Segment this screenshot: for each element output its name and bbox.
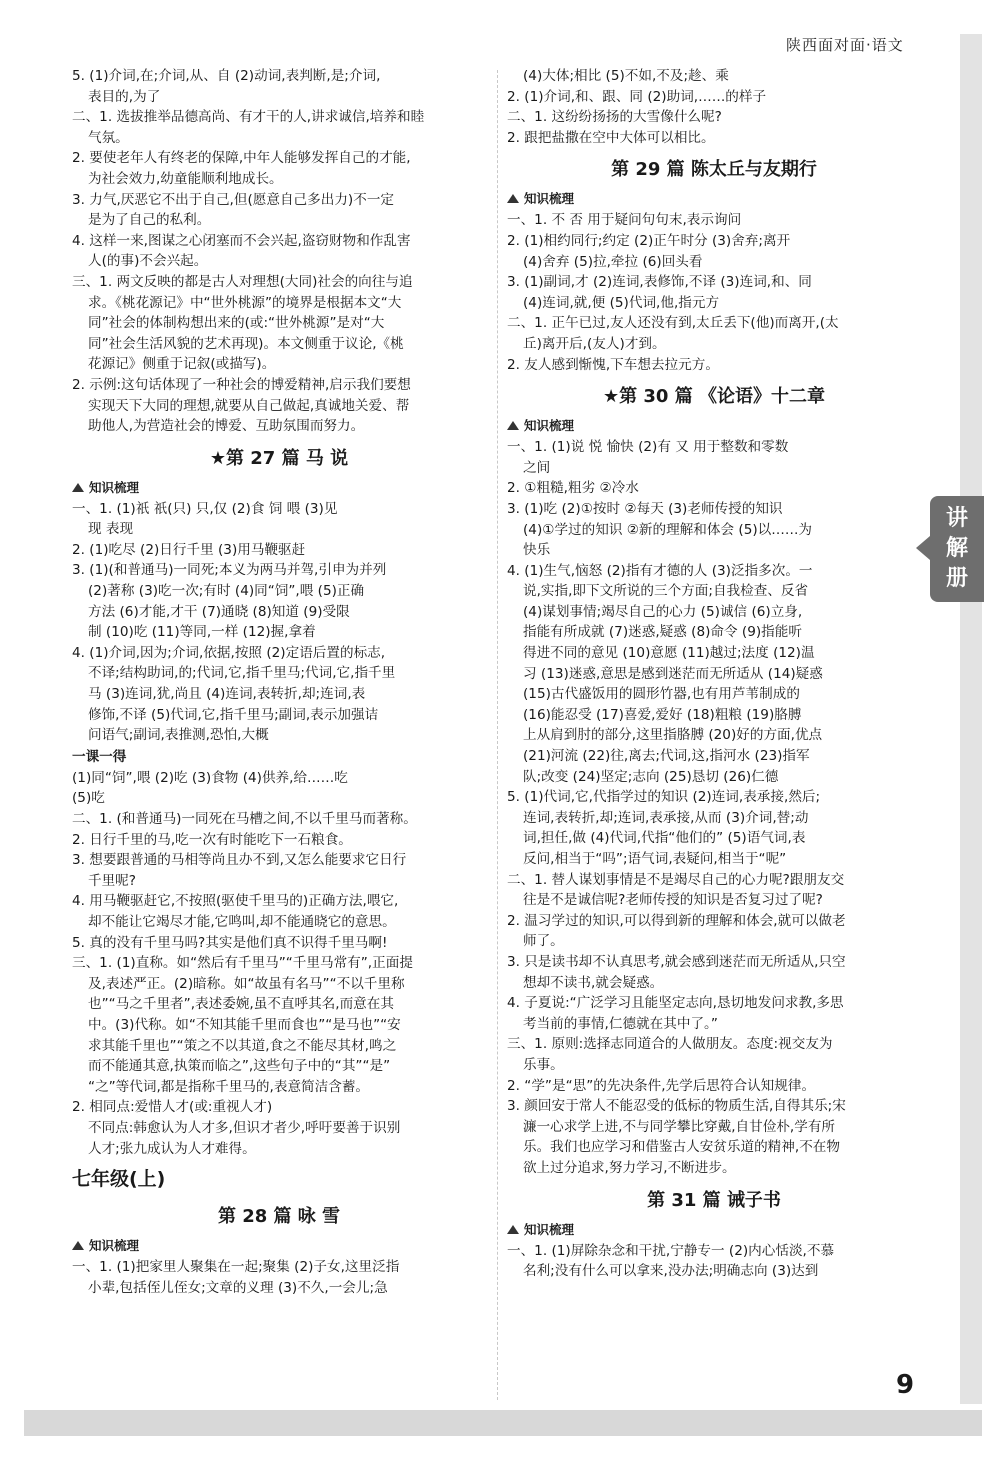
answer-line: 2. 相同点:爱惜人才(或:重视人才) (72, 1099, 273, 1116)
answer-line: 不同点:韩愈认为人才多,但识才者少,呼吁要善于识别 (88, 1119, 401, 1136)
answer-line: 2. (1)相约同行;约定 (2)正午时分 (3)舍弃;离开 (507, 232, 791, 249)
answer-line: 也”“马之千里者”,表述委婉,虽不直呼其名,而意在其 (88, 996, 394, 1013)
article-title: 第 29 篇 陈太丘与友期行 (611, 159, 817, 181)
answer-line: 队;改变 (24)坚定;志向 (25)恳切 (26)仁德 (523, 768, 779, 785)
section-heading (507, 188, 921, 210)
answer-line: 千里呢? (88, 872, 136, 889)
answer-line: 想却不读书,就会疑惑。 (523, 974, 664, 991)
left-column (72, 66, 486, 1298)
answer-line: 三、1. (1)直称。如“然后有千里马”“千里马常有”,正面提 (72, 955, 413, 972)
answer-line: 及,表述严正。(2)暗称。如“故虽有名马”“不以千里称 (88, 975, 405, 992)
right-edge-strip (960, 34, 982, 1404)
section-heading (72, 1235, 486, 1257)
answer-line: 3. 力气,厌恶它不出于自己,但(愿意自己多出力)不一定 (72, 191, 395, 208)
article-title: ★第 27 篇 马 说 (209, 447, 349, 469)
answer-line: 二、1. (和普通马)一同死在马槽之间,不以千里马而著称。 (72, 811, 417, 827)
article-title: 第 31 篇 诫子书 (647, 1189, 781, 1211)
answer-line: (21)河流 (22)往,离去;代词,这,指河水 (23)指军 (523, 748, 810, 765)
answer-line: 2. 友人感到惭愧,下车想去拉元方。 (507, 356, 719, 373)
answer-line: 一、1. (1)祇 祇(只) 只,仅 (2)食 饲 喂 (3)见 (72, 500, 338, 517)
answer-line: 考当前的事情,仁德就在其中了。” (523, 1015, 718, 1032)
section-heading-text: 知识梳理 (524, 191, 575, 207)
answer-line: 5. (1)代词,它,代指学过的知识 (2)连词,表承接,然后; (507, 789, 821, 806)
answer-line: 乐事。 (523, 1056, 564, 1073)
answer-line: 制 (10)吃 (11)等同,一样 (12)握,拿着 (88, 624, 316, 641)
answer-line: 人才;张九成认为人才难得。 (88, 1140, 256, 1157)
answer-line: (4)谋划事情;竭尽自己的心力 (5)诚信 (6)立身, (523, 603, 803, 620)
answer-line: 丘)离开后,(友人)才到。 (523, 335, 666, 352)
answer-line: 二、1. 替人谋划事情是不是竭尽自己的心力呢?跟朋友交 (507, 871, 845, 888)
answer-line: 3. (1)(和普通马)一同死;本义为两马并驾,引申为并列 (72, 562, 387, 579)
page-header: 陕西面对面·语文 (786, 36, 904, 54)
answer-line: 3. (1)吃 (2)①按时 ②每天 (3)老师传授的知识 (507, 500, 783, 517)
answer-line: 同”社会生活风貌的艺术再现)。本文侧重于议论,《桃 (88, 335, 404, 352)
answer-line: (4)连词,就,便 (5)代词,他,指元方 (523, 294, 720, 311)
section-heading-text: 知识梳理 (89, 479, 140, 495)
answer-line: 连词,表转折,却;连词,表承接,从而 (3)介词,替;动 (523, 809, 809, 826)
answer-line: 习 (13)迷惑,意思是感到迷茫而无所适从 (14)疑惑 (523, 665, 823, 682)
answer-line: 上从肩到肘的部分,这里指胳膊 (20)好的方面,优点 (523, 727, 823, 744)
answer-line: 2. 示例:这句话体现了一种社会的博爱精神,启示我们要想 (72, 376, 411, 393)
answer-line: 2. (1)吃尽 (2)日行千里 (3)用马鞭驱赶 (72, 541, 306, 558)
answer-line: 欲上过分追求,努力学习,不断进步。 (523, 1159, 736, 1176)
answer-line: 之间 (523, 459, 551, 476)
answer-line: 5. 真的没有千里马吗?其实是他们真不识得千里马啊! (72, 934, 388, 951)
answer-line: 一、1. 不 否 用于疑问句句末,表示询问 (507, 212, 742, 229)
answer-line: 2. 跟把盐撒在空中大体可以相比。 (507, 129, 715, 146)
answer-line: 三、1. 两文反映的都是古人对理想(大同)社会的向往与追 (72, 273, 413, 290)
section-heading (72, 477, 486, 499)
right-column (507, 66, 921, 1282)
answer-line: 二、1. 这纷纷扬扬的大雪像什么呢? (507, 109, 722, 126)
answer-line: 指能有所成就 (7)迷惑,疑惑 (8)命令 (9)指能听 (523, 624, 802, 641)
answer-line: 得进不同的意见 (10)意愿 (11)越过;法度 (12)温 (523, 645, 815, 662)
answer-line: 气氛。 (88, 129, 129, 146)
section-tab-char: 讲 (945, 506, 968, 531)
answer-line: 不译;结构助词,的;代词,它,指千里马;代词,它,指千里 (88, 665, 396, 682)
answer-line: 反问,相当于“吗”;语气词,表疑问,相当于“呢” (523, 851, 787, 867)
answer-line: 二、1. 选拔推举品德高尚、有才干的人,讲求诚信,培养和睦 (72, 109, 425, 126)
triangle-icon (72, 1241, 84, 1250)
article-title: 第 28 篇 咏 雪 (217, 1206, 341, 1228)
answer-line: 三、1. 原则:选择志同道合的人做朋友。态度:视交友为 (507, 1036, 833, 1053)
grade-heading: 七年级(上) (72, 1168, 166, 1191)
answer-line: 说,实指,即下文所说的三个方面;自我检查、反省 (523, 583, 809, 600)
answer-line: 3. 颜回安于常人不能忍受的低标的物质生活,自得其乐;宋 (507, 1098, 846, 1115)
answer-line: 乐。我们也应学习和借鉴古人安贫乐道的精神,不在物 (523, 1139, 840, 1156)
answer-line: (4)大体;相比 (5)不如,不及;趁、乘 (523, 68, 729, 84)
answer-line: 4. (1)生气,恼怒 (2)指有才德的人 (3)泛指多次。一 (507, 562, 813, 579)
section-tab (930, 496, 984, 602)
answer-line: (1)同“饲”,喂 (2)吃 (3)食物 (4)供养,给……吃 (72, 769, 348, 786)
answer-line: (15)古代盛饭用的圆形竹器,也有用芦苇制成的 (523, 686, 800, 703)
answer-line: 问语气;副词,表推测,恐怕,大概 (88, 727, 269, 744)
answer-line: “之”等代词,都是指称千里马的,表意简洁含蓄。 (88, 1078, 370, 1095)
answer-line: 3. 想要跟普通的马相等尚且办不到,又怎么能要求它日行 (72, 852, 407, 869)
answer-line: (5)吃 (72, 790, 105, 807)
answer-line: 2. ①粗糙,粗劣 ②冷水 (507, 480, 639, 497)
section-heading (507, 415, 921, 437)
answer-line: 4. (1)介词,因为;介词,依据,按照 (2)定语后置的标志, (72, 644, 386, 661)
answer-line: 5. (1)介词,在;介词,从、自 (2)动词,表判断,是;介词, (72, 68, 381, 84)
answer-line: 实现天下大同的理想,就要从自己做起,真诚地关爱、帮 (88, 397, 410, 414)
answer-line: 一、1. (1)把家里人聚集在一起;聚集 (2)子女,这里泛指 (72, 1259, 400, 1276)
sub-heading: 一课一得 (72, 748, 127, 765)
answer-line: (2)著称 (3)吃一次;有时 (4)同“饲”,喂 (5)正确 (88, 583, 365, 600)
answer-line: 2. “学”是“思”的先决条件,先学后思符合认知规律。 (507, 1077, 816, 1094)
answer-line: 一、1. (1)屏除杂念和干扰,宁静专一 (2)内心恬淡,不慕 (507, 1242, 835, 1259)
answer-line: 花源记》侧重于记叙(或描写)。 (88, 356, 276, 373)
answer-line: 人(的事)不会兴起。 (88, 253, 208, 270)
answer-line: 求。《桃花源记》中“世外桃源”的境界是根据本文“大 (88, 294, 402, 311)
answer-line: 为社会效力,幼童能顺利地成长。 (88, 170, 283, 187)
answer-line: 濂一心求学上进,不与同学攀比穿戴,自甘俭朴,学有所 (523, 1118, 836, 1135)
section-tab-char: 册 (945, 566, 968, 591)
answer-line: 却不能让它竭尽才能,它鸣叫,却不能通晓它的意思。 (88, 913, 396, 930)
answer-line: 名利;没有什么可以拿来,没办法;明确志向 (3)达到 (523, 1263, 819, 1280)
answer-line: 现 表现 (88, 521, 134, 538)
answer-line: 快乐 (523, 542, 551, 559)
answer-line: 4. 这样一来,图谋之心闭塞而不会兴起,盗窃财物和作乱害 (72, 232, 411, 249)
answer-line: 4. 子夏说:“广泛学习且能坚定志向,恳切地发问求教,多思 (507, 995, 844, 1012)
answer-line: 一、1. (1)说 悦 愉快 (2)有 又 用于整数和零数 (507, 439, 789, 456)
triangle-icon (507, 421, 519, 430)
section-heading-text: 知识梳理 (89, 1238, 140, 1254)
answer-line: 小辈,包括侄儿侄女;文章的义理 (3)不久,一会儿;急 (88, 1279, 388, 1296)
answer-line: 师了。 (523, 933, 564, 950)
article-title: ★第 30 篇 《论语》十二章 (603, 386, 825, 408)
answer-line: (16)能忍受 (17)喜爱,爱好 (18)粗粮 (19)胳膊 (523, 706, 802, 723)
section-heading-text: 知识梳理 (524, 418, 575, 434)
answer-line: 马 (3)连词,犹,尚且 (4)连词,表转折,却;连词,表 (88, 686, 366, 703)
answer-line: 同”社会的体制构想出来的(或:“世外桃源”是对“大 (88, 315, 385, 332)
triangle-icon (507, 1225, 519, 1234)
answer-line: 方法 (6)才能,才干 (7)通晓 (8)知道 (9)受限 (88, 603, 350, 620)
bottom-bar (24, 1410, 982, 1436)
answer-line: 2. 要使老年人有终老的保障,中年人能够发挥自己的才能, (72, 150, 411, 167)
answer-line: 中。(3)代称。如“不知其能千里而食也”“是马也”“安 (88, 1016, 401, 1033)
answer-line: 而不能通其意,执策而临之”,这些句子中的“其”“是” (88, 1058, 391, 1075)
answer-line: 助他人,为营造社会的博爱、互助氛围而努力。 (88, 418, 365, 435)
section-heading (507, 1219, 921, 1241)
section-tab-char: 解 (945, 536, 968, 561)
triangle-icon (72, 483, 84, 492)
page-number: 9 (896, 1370, 915, 1400)
answer-line: 3. 只是读书却不认真思考,就会感到迷茫而无所适从,只空 (507, 953, 846, 970)
answer-line: 2. 日行千里的马,吃一次有时能吃下一石粮食。 (72, 831, 352, 848)
answer-line: 2. 温习学过的知识,可以得到新的理解和体会,就可以做老 (507, 912, 846, 929)
answer-line: 词,担任,做 (4)代词,代指“他们的” (5)语气词,表 (523, 830, 806, 847)
answer-line: (4)舍弃 (5)拉,牵拉 (6)回头看 (523, 253, 703, 270)
triangle-icon (507, 194, 519, 203)
section-heading-text: 知识梳理 (524, 1221, 575, 1237)
answer-line: 是为了自己的私利。 (88, 212, 211, 229)
answer-line: 表目的,为了 (88, 88, 161, 105)
answer-line: (4)①学过的知识 ②新的理解和体会 (5)以……为 (523, 521, 813, 538)
answer-line: 2. (1)介词,和、跟、同 (2)助词,……的样子 (507, 88, 767, 105)
answer-line: 往是不是诚信呢?老师传授的知识是否复习过了呢? (523, 892, 823, 909)
answer-line: 4. 用马鞭驱赶它,不按照(驱使千里马的)正确方法,喂它, (72, 893, 399, 910)
answer-line: 3. (1)副词,才 (2)连词,表修饰,不译 (3)连词,和、同 (507, 274, 812, 291)
answer-line: 二、1. 正午已过,友人还没有到,太丘丢下(他)而离开,(太 (507, 315, 839, 332)
answer-line: 修饰,不译 (5)代词,它,指千里马;副词,表示加强诘 (88, 706, 379, 723)
column-divider (497, 70, 499, 1400)
answer-line: 求其能千里也”“策之不以其道,食之不能尽其材,鸣之 (88, 1037, 397, 1054)
